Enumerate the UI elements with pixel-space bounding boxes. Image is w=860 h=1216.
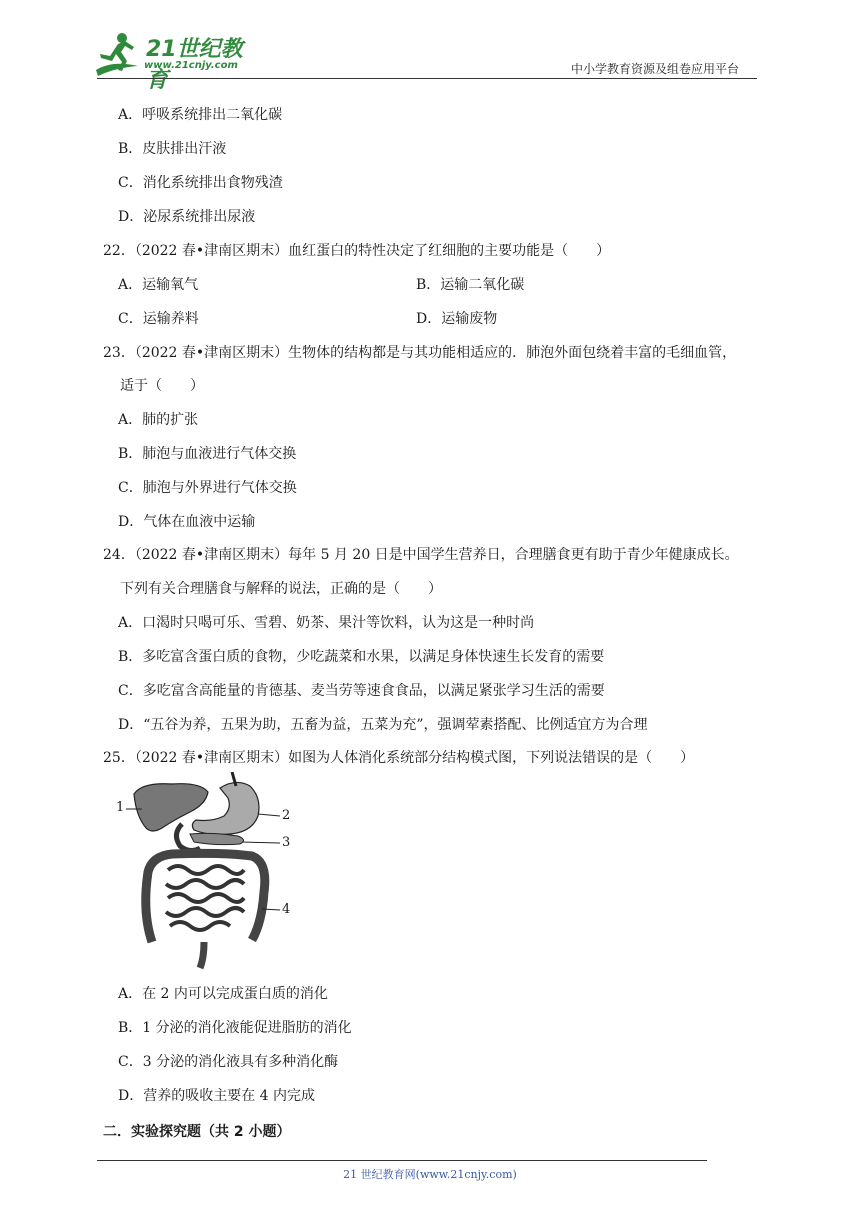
q23-option-b: B．肺泡与血液进行气体交换 bbox=[118, 446, 297, 462]
figure-label-3: 3 bbox=[282, 835, 291, 850]
q22-option-c: C．运输养料 bbox=[118, 311, 199, 327]
page-header bbox=[0, 0, 860, 93]
q25-option-a: A．在 2 内可以完成蛋白质的消化 bbox=[118, 986, 328, 1002]
q25-option-d: D．营养的吸收主要在 4 内完成 bbox=[118, 1088, 316, 1104]
question-23-stem-cont: 适于（ ） bbox=[120, 378, 204, 394]
section-title: 二．实验探究题（共 2 小题） bbox=[103, 1124, 291, 1140]
footer-text[interactable]: 21 世纪教育网(www.21cnjy.com) bbox=[343, 1168, 517, 1181]
q24-option-a: A．口渴时只喝可乐、雪碧、奶茶、果汁等饮料，认为这是一种时尚 bbox=[118, 615, 535, 631]
figure-label-2: 2 bbox=[282, 808, 291, 823]
q24-option-c: C．多吃富含高能量的肯德基、麦当劳等速食食品，以满足紧张学习生活的需要 bbox=[118, 683, 605, 699]
header-platform-text: 中小学教育资源及组卷应用平台 bbox=[571, 62, 740, 76]
prev-option-d: D．泌尿系统排出尿液 bbox=[118, 209, 256, 225]
q24-option-d: D．“五谷为养，五果为助，五畜为益，五菜为充”，强调荤素搭配、比例适宜方为合理 bbox=[118, 717, 648, 733]
digestive-system-figure bbox=[112, 772, 302, 972]
q22-option-b: B．运输二氧化碳 bbox=[416, 277, 525, 293]
figure-label-1: 1 bbox=[116, 800, 125, 815]
logo-text: 21世纪教育 bbox=[146, 37, 243, 93]
digestive-system-icon bbox=[112, 772, 302, 972]
q23-option-c: C．肺泡与外界进行气体交换 bbox=[118, 480, 297, 496]
question-22-stem: 22．（2022 春•津南区期末）血红蛋白的特性决定了红细胞的主要功能是（ ） bbox=[103, 243, 611, 259]
runner-logo-icon bbox=[92, 30, 142, 78]
q22-option-d: D．运输废物 bbox=[416, 311, 498, 327]
prev-option-a: A．呼吸系统排出二氧化碳 bbox=[118, 107, 283, 123]
figure-label-4: 4 bbox=[282, 902, 291, 917]
question-24-stem-cont: 下列有关合理膳食与解释的说法，正确的是（ ） bbox=[120, 581, 442, 597]
question-25-stem: 25．（2022 春•津南区期末）如图为人体消化系统部分结构模式图，下列说法错误的是（ ） bbox=[103, 750, 695, 766]
question-23-stem: 23．（2022 春•津南区期末）生物体的结构都是与其功能相适应的．肺泡外面包绕着丰富的毛细血管， bbox=[103, 345, 737, 361]
prev-option-b: B．皮肤排出汗液 bbox=[118, 141, 227, 157]
q25-option-b: B．1 分泌的消化液能促进脂肪的消化 bbox=[118, 1020, 352, 1036]
q23-option-a: A．肺的扩张 bbox=[118, 412, 199, 428]
q23-option-d: D．气体在血液中运输 bbox=[118, 514, 256, 530]
q25-option-c: C．3 分泌的消化液具有多种消化酶 bbox=[118, 1054, 339, 1070]
q22-option-a: A．运输氧气 bbox=[118, 277, 199, 293]
q24-option-b: B．多吃富含蛋白质的食物，少吃蔬菜和水果，以满足身体快速生长发育的需要 bbox=[118, 649, 605, 665]
question-24-stem: 24．（2022 春•津南区期末）每年 5 月 20 日是中国学生营养日，合理膳食更有助于青少年健康成长。 bbox=[103, 547, 739, 563]
prev-option-c: C．消化系统排出食物残渣 bbox=[118, 175, 283, 191]
header-divider bbox=[97, 78, 757, 79]
logo-url: www.21cnjy.com bbox=[144, 60, 238, 71]
site-logo bbox=[92, 30, 262, 93]
footer-divider bbox=[97, 1160, 707, 1161]
